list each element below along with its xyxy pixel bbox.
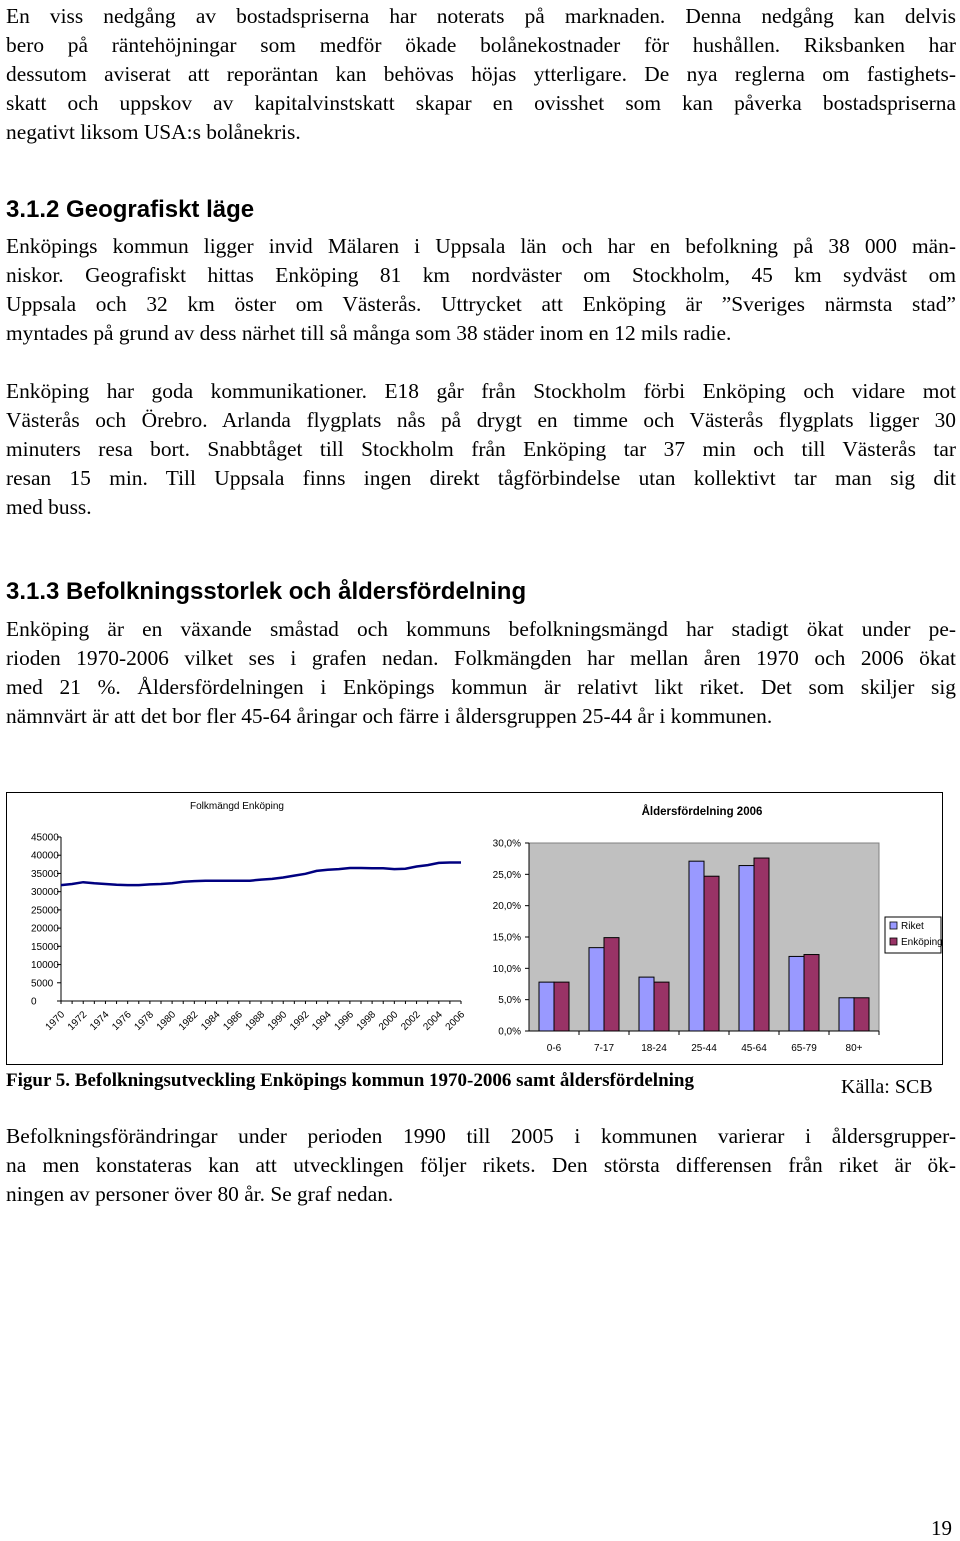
bar-enköping xyxy=(854,998,869,1031)
x-tick-label: 2000 xyxy=(376,1009,401,1033)
x-tick-label: 1994 xyxy=(310,1009,334,1033)
text-line: myntades på grund av dess närhet till så många som 38 städer inom en 12 mils radie. xyxy=(6,321,732,345)
y-tick-label: 20000 xyxy=(31,923,59,935)
bar-enköping xyxy=(754,858,769,1031)
text-line: Uppsala och 32 km öster om Västerås. Uttrycket att Enköping är ”Sveriges närmsta stad” xyxy=(6,292,956,316)
text-line: ningen av personer över 80 år. Se graf nedan. xyxy=(6,1182,394,1206)
y-tick-label: 35000 xyxy=(31,868,59,880)
x-tick-label: 1982 xyxy=(176,1009,201,1033)
text-line: na men konstateras kan att utvecklingen följer rikets. Den största differensen från riket är ök- xyxy=(6,1153,956,1177)
y-tick-label: 45000 xyxy=(31,832,59,844)
legend-swatch xyxy=(890,938,897,945)
x-tick-label: 0-6 xyxy=(546,1043,562,1054)
x-tick-label: 1978 xyxy=(132,1009,157,1033)
y-tick-label: 20,0% xyxy=(492,901,521,913)
bar-enköping xyxy=(604,938,619,1031)
section-heading-befolkning: 3.1.3 Befolkningsstorlek och åldersfördelning xyxy=(6,578,527,605)
bar-riket xyxy=(739,866,754,1031)
page-number: 19 xyxy=(931,1516,952,1540)
x-tick-label: 2002 xyxy=(399,1009,423,1033)
y-tick-label: 30,0% xyxy=(492,838,521,850)
x-tick-label: 1992 xyxy=(288,1009,312,1033)
x-tick-label: 2004 xyxy=(421,1009,445,1033)
bar-enköping xyxy=(704,876,719,1031)
y-tick-label: 25000 xyxy=(31,905,59,917)
text-line: En viss nedgång av bostadspriserna har noterats på marknaden. Denna nedgång kan delvis xyxy=(6,4,956,28)
text-line: negativt liksom USA:s bolånekris. xyxy=(6,120,301,144)
y-tick-label: 40000 xyxy=(31,850,59,862)
closing-paragraph xyxy=(6,1122,956,1209)
text-line: med 21 %. Åldersfördelningen i Enköpings kommun är relativt likt riket. Det som skiljer sig xyxy=(6,675,956,699)
chart-title: Åldersfördelning 2006 xyxy=(641,806,763,818)
x-tick-label: 7-17 xyxy=(593,1043,615,1054)
text-line: dessutom aviserat att reporäntan kan behövas höjas ytterligare. De nya reglerna om fastighets- xyxy=(6,62,956,86)
x-tick-label: 1970 xyxy=(43,1009,68,1033)
text-line: skatt och uppskov av kapitalvinstskatt skapar en ovisshet som kan påverka bostadspriserna xyxy=(6,91,956,115)
text-line: minuters resa bort. Snabbtåget till Stockholm från Enköping tar 37 min och till Västerås tar xyxy=(6,437,956,461)
bar-riket xyxy=(689,861,704,1031)
bar-chart-aldersfordelning xyxy=(477,793,943,1064)
y-tick-label: 15,0% xyxy=(492,932,521,944)
geo-paragraph-2 xyxy=(6,377,956,522)
legend-label: Enköping xyxy=(901,937,943,948)
text-line: med buss. xyxy=(6,495,92,519)
x-tick-label: 1990 xyxy=(265,1009,290,1033)
y-tick-label: 15000 xyxy=(31,941,59,953)
geo-paragraph-1 xyxy=(6,232,956,348)
x-tick-label: 1972 xyxy=(65,1009,90,1033)
x-tick-label: 1984 xyxy=(199,1009,223,1033)
x-tick-label: 1998 xyxy=(354,1009,379,1033)
x-tick-label: 1980 xyxy=(154,1009,179,1033)
x-tick-label: 18-24 xyxy=(641,1043,667,1054)
text-line: Enköping är en växande småstad och kommuns befolkningsmängd har stadigt ökat under pe- xyxy=(6,617,956,641)
y-tick-label: 10000 xyxy=(31,960,59,972)
section-heading-geografiskt-lage: 3.1.2 Geografiskt läge xyxy=(6,196,255,223)
bar-enköping xyxy=(804,955,819,1031)
text-line: resan 15 min. Till Uppsala finns ingen direkt tågförbindelse utan kollektivt tar man sig dit xyxy=(6,466,956,490)
y-tick-label: 30000 xyxy=(31,887,59,899)
x-tick-label: 80+ xyxy=(845,1043,863,1054)
bar-riket xyxy=(789,956,804,1031)
figure-caption: Figur 5. Befolkningsutveckling Enköpings kommun 1970-2006 samt åldersfördelning xyxy=(6,1070,694,1091)
figure-source: Källa: SCB xyxy=(841,1076,933,1098)
text-line: niskor. Geografiskt hittas Enköping 81 km nordväster om Stockholm, 45 km sydväst om xyxy=(6,263,956,287)
x-tick-label: 1986 xyxy=(221,1009,245,1033)
x-tick-label: 2006 xyxy=(443,1009,468,1033)
y-tick-label: 10,0% xyxy=(492,963,521,975)
y-tick-label: 25,0% xyxy=(492,869,521,881)
intro-paragraph xyxy=(6,2,956,147)
x-tick-label: 65-79 xyxy=(791,1043,817,1054)
series-line-folkmangd xyxy=(61,863,461,886)
text-line: Enköping har goda kommunikationer. E18 går från Stockholm förbi Enköping och vidare mot xyxy=(6,379,956,403)
y-tick-label: 5000 xyxy=(31,978,54,990)
text-line: bero på räntehöjningar som medför ökade bolånekostnader för hushållen. Riksbanken har xyxy=(6,33,956,57)
legend-label: Riket xyxy=(901,921,924,932)
text-line: Enköpings kommun ligger invid Mälaren i Uppsala län och har en befolkning på 38 000 män- xyxy=(6,234,956,258)
y-tick-label: 0,0% xyxy=(498,1026,521,1038)
line-chart-folkmangd xyxy=(7,793,477,1064)
legend-swatch xyxy=(890,922,897,929)
text-line: nämnvärt är att det bor fler 45-64 åringar och färre i åldersgruppen 25-44 år i kommunen. xyxy=(6,704,773,728)
x-tick-label: 1974 xyxy=(88,1009,112,1033)
text-line: rioden 1970-2006 vilket ses i grafen nedan. Folkmängden har mellan åren 1970 och 2006 ökat xyxy=(6,646,956,670)
y-tick-label: 5,0% xyxy=(498,995,521,1007)
x-tick-label: 1976 xyxy=(110,1009,134,1033)
x-tick-label: 25-44 xyxy=(691,1043,717,1054)
y-tick-label: 0 xyxy=(31,996,37,1008)
bar-riket xyxy=(589,948,604,1031)
bar-riket xyxy=(539,982,554,1031)
chart-title: Folkmängd Enköping xyxy=(190,801,284,812)
bar-enköping xyxy=(554,982,569,1031)
x-tick-label: 45-64 xyxy=(741,1043,767,1054)
text-line: Västerås och Örebro. Arlanda flygplats nås på drygt en timme och Västerås flygplats ligger 30 xyxy=(6,408,956,432)
population-paragraph xyxy=(6,615,956,731)
bar-riket xyxy=(639,977,654,1031)
text-line: Befolkningsförändringar under perioden 1990 till 2005 i kommunen varierar i åldersgrupper- xyxy=(6,1124,956,1148)
bar-riket xyxy=(839,998,854,1031)
x-tick-label: 1996 xyxy=(332,1009,357,1033)
figure-box xyxy=(6,792,943,1065)
x-tick-label: 1988 xyxy=(243,1009,268,1033)
bar-enköping xyxy=(654,982,669,1031)
